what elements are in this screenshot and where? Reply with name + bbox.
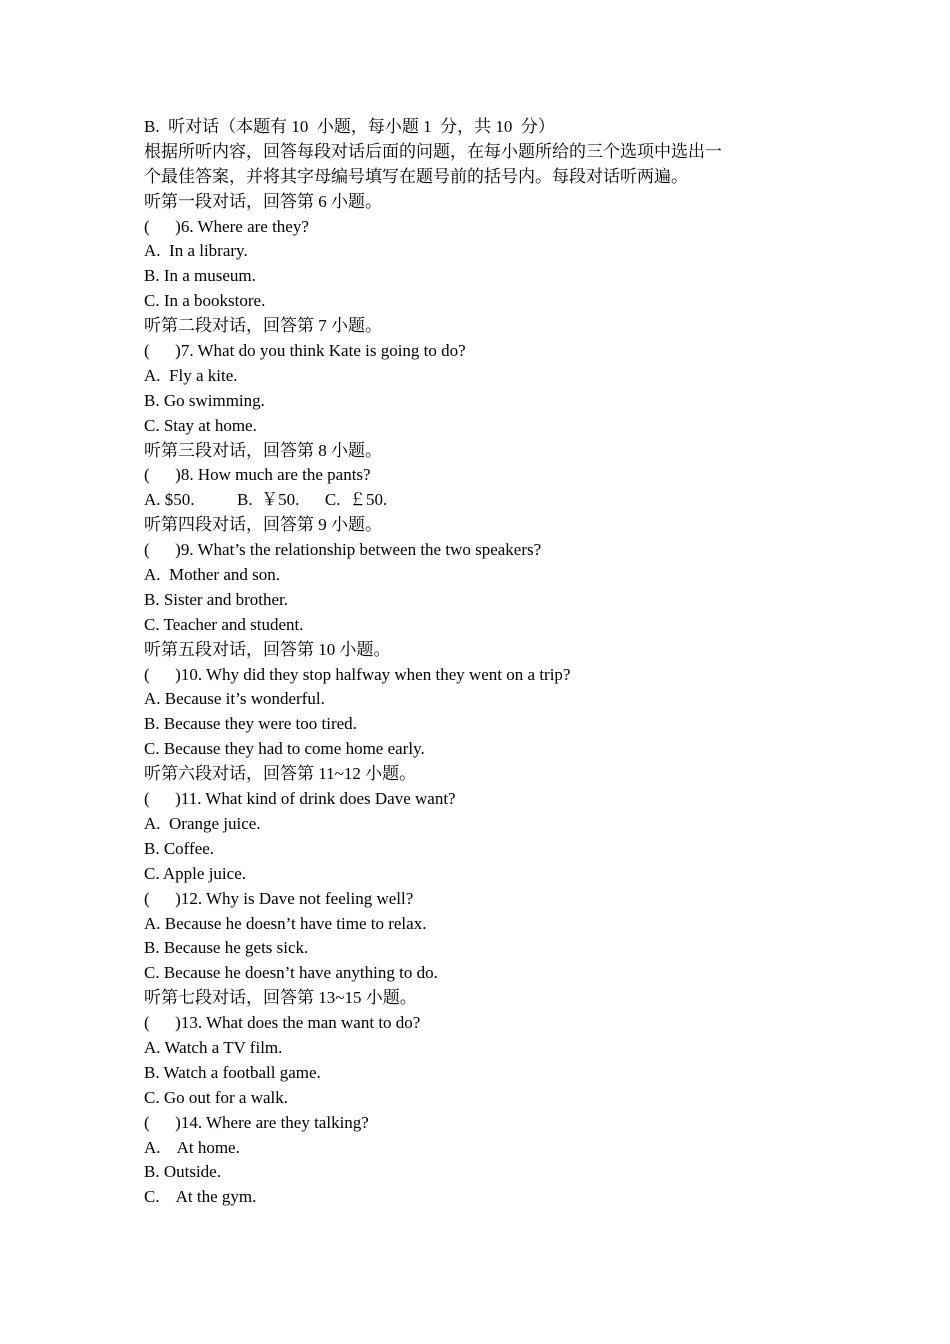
question-7-option-b: B. Go swimming. [144,390,265,410]
dialogue-7-intro: 听第七段对话，回答第 13~15 小题。 [144,988,417,1008]
question-9: ( )9. What’s the relationship between the two speakers? [144,540,542,560]
dialogue-6-intro: 听第六段对话，回答第 11~12 小题。 [144,764,417,784]
listening-section [144,115,824,1210]
question-7: ( )7. What do you think Kate is going to do? [144,341,466,361]
section-heading: B. 听对话（本题有 10 小题，每小题 1 分，共 10 分） [144,117,555,136]
dialogue-3-intro: 听第三段对话，回答第 8 小题。 [144,440,382,460]
question-6-option-b: B. In a museum. [144,266,256,286]
instructions-line-2: 个最佳答案，并将其字母编号填写在题号前的括号内。每段对话听两遍。 [144,166,688,186]
question-14-option-b: B. Outside. [144,1162,221,1182]
question-12: ( )12. Why is Dave not feeling well? [144,888,414,908]
question-13: ( )13. What does the man want to do? [144,1013,421,1033]
question-12-option-b: B. Because he gets sick. [144,938,309,958]
question-14-option-a: A. At home. [144,1137,240,1157]
question-7-option-c: C. Stay at home. [144,415,257,435]
question-11-option-b: B. Coffee. [144,838,215,858]
dialogue-1-intro: 听第一段对话，回答第 6 小题。 [144,191,382,211]
dialogue-2-intro: 听第二段对话，回答第 7 小题。 [144,316,382,336]
question-13-option-b: B. Watch a football game. [144,1062,321,1082]
question-10-option-b: B. Because they were too tired. [144,714,357,734]
question-14: ( )14. Where are they talking? [144,1112,369,1132]
question-12-option-c: C. Because he doesn’t have anything to do. [144,963,438,983]
question-10-option-c: C. Because they had to come home early. [144,739,425,759]
question-6: ( )6. Where are they? [144,216,309,236]
question-10: ( )10. Why did they stop halfway when they went on a trip? [144,664,571,684]
question-12-option-a: A. Because he doesn’t have time to relax. [144,913,427,933]
question-8-options: A. $50. B. ￥50. C. ￡50. [144,490,388,510]
question-13-option-a: A. Watch a TV film. [144,1037,283,1057]
dialogue-4-intro: 听第四段对话，回答第 9 小题。 [144,515,382,535]
question-10-option-a: A. Because it’s wonderful. [144,689,325,709]
question-6-option-a: A. In a library. [144,241,248,261]
question-11: ( )11. What kind of drink does Dave want? [144,789,456,809]
question-9-option-c: C. Teacher and student. [144,614,304,634]
question-7-option-a: A. Fly a kite. [144,365,238,385]
dialogue-5-intro: 听第五段对话，回答第 10 小题。 [144,639,391,659]
question-13-option-c: C. Go out for a walk. [144,1087,289,1107]
question-6-option-c: C. In a bookstore. [144,291,266,311]
question-8: ( )8. How much are the pants? [144,465,371,485]
question-11-option-a: A. Orange juice. [144,813,261,833]
question-9-option-a: A. Mother and son. [144,565,280,585]
question-14-option-c: C. At the gym. [144,1187,257,1207]
question-11-option-c: C. Apple juice. [144,863,246,883]
question-9-option-b: B. Sister and brother. [144,589,289,609]
instructions-line-1: 根据所听内容，回答每段对话后面的问题，在每小题所给的三个选项中选出一 [144,141,722,161]
